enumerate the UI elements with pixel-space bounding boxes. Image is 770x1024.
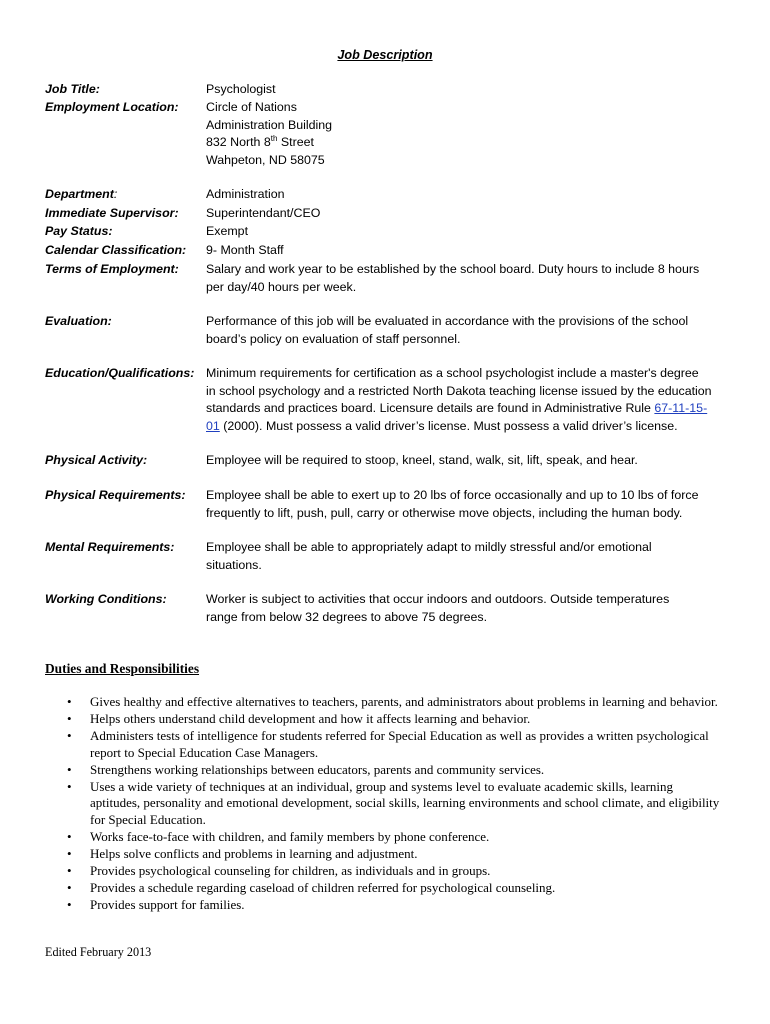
terms-of-employment-value: Salary and work year to be established by the school board. Duty hours to include 8 hours per day/40 hours per week. — [206, 262, 700, 294]
calendar-classification-value: 9- Month Staff — [206, 243, 284, 257]
list-item: • Strengthens working relationships between educators, parents and community services. — [67, 761, 545, 777]
physical-requirements-value: Employee shall be able to exert up to 20 lbs of force occasionally and up to 10 lbs of force frequently to lift, push, pull, carry or otherwise move objects, including the human body. — [206, 488, 699, 520]
physical-activity-value: Employee will be required to stoop, kneel, stand, walk, sit, lift, speak, and hear. — [206, 453, 638, 467]
admin-rule-link[interactable]: 67-11-15- — [654, 401, 708, 415]
list-item: • Uses a wide variety of techniques at an individual, group and systems level to evaluate academic skills, learning aptitudes, personality and emotional development, social skills, learning environments and school climate, and eligibility for Special Education. — [67, 778, 720, 828]
evaluation-label: Evaluation: — [45, 314, 112, 328]
page-title: Job Description — [337, 48, 433, 62]
evaluation-value: Performance of this job will be evaluated in accordance with the provisions of the school board’s policy on evaluation of staff personnel. — [206, 314, 689, 346]
bullet-icon: • — [67, 829, 72, 845]
working-conditions-label: Working Conditions: — [45, 592, 167, 606]
bullet-icon: • — [67, 863, 72, 879]
terms-of-employment-label: Terms of Employment: — [45, 262, 179, 276]
department-value: Administration — [206, 187, 285, 201]
list-item: • Helps others understand child development and how it affects learning and behavior. — [67, 710, 531, 726]
education-value: Minimum requirements for certification as a school psychologist include a master's degree in school psychology and a restricted North Dakota teaching license issued by the education standards and practices board. Licensure details are found in Administrative Rule 67-11-15- 01 (2000). Must possess a valid driver’s license. Must possess a valid driver’s license. — [206, 366, 712, 433]
bullet-icon: • — [67, 694, 72, 709]
list-item: • Provides support for families. — [67, 896, 245, 912]
immediate-supervisor-label: Immediate Supervisor: — [45, 206, 179, 220]
pay-status-value: Exempt — [206, 224, 249, 238]
duties-list — [45, 694, 725, 914]
working-conditions-value: Worker is subject to activities that occur indoors and outdoors. Outside temperatures range from below 32 degrees to above 75 degrees. — [206, 592, 670, 624]
list-item: • Helps solve conflicts and problems in learning and adjustment. — [67, 846, 418, 862]
bullet-icon: • — [67, 710, 72, 726]
employment-location-label: Employment Location: — [45, 100, 179, 114]
calendar-classification-label: Calendar Classification: — [45, 243, 187, 257]
department-label: Department: — [45, 187, 118, 201]
list-item: • Works face-to-face with children, and family members by phone conference. — [67, 829, 490, 845]
immediate-supervisor-value: Superintendant/CEO — [206, 206, 321, 220]
pay-status-label: Pay Status: — [45, 224, 113, 238]
duties-heading: Duties and Responsibilities — [45, 661, 200, 676]
employment-location-value: Circle of Nations Administration Building 832 North 8th Street Wahpeton, ND 58075 — [206, 100, 333, 167]
list-item: • Administers tests of intelligence for students referred for Special Education as well as provides a written psychological report to Special Education Case Managers. — [67, 727, 709, 760]
mental-requirements-label: Mental Requirements: — [45, 540, 175, 554]
list-item: • Provides a schedule regarding caseload of children referred for psychological counseling. — [67, 879, 556, 895]
job-title-value: Psychologist — [206, 82, 276, 96]
bullet-icon: • — [67, 727, 72, 743]
footer-edited-date: Edited February 2013 — [45, 945, 152, 959]
education-label: Education/Qualifications: — [45, 366, 195, 380]
mental-requirements-value: Employee shall be able to appropriately adapt to mildly stressful and/or emotional situations. — [206, 540, 652, 572]
bullet-icon: • — [67, 778, 72, 794]
job-title-label: Job Title: — [45, 82, 100, 96]
physical-requirements-label: Physical Requirements: — [45, 488, 186, 502]
bullet-icon: • — [67, 896, 72, 912]
physical-activity-label: Physical Activity: — [45, 453, 148, 467]
bullet-icon: • — [67, 761, 72, 777]
bullet-icon: • — [67, 846, 72, 862]
admin-rule-link-cont[interactable]: 01 — [206, 418, 220, 433]
list-item: • Gives healthy and effective alternatives to teachers, parents, and administrators about problems in learning and behavior. — [67, 694, 718, 709]
list-item: • Provides psychological counseling for children, as individuals and in groups. — [67, 863, 491, 879]
bullet-icon: • — [67, 879, 72, 895]
